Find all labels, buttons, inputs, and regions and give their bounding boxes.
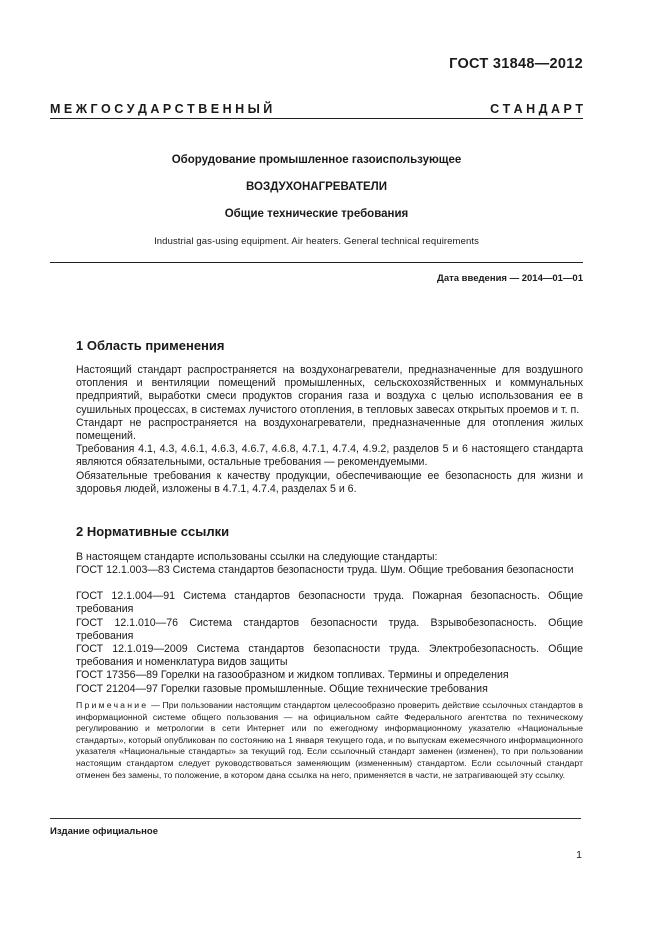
reference-item: ГОСТ 12.1.003—83 Система стандартов безопасности труда. Шум. Общие требования безопасности (76, 564, 574, 576)
footer-divider (50, 818, 581, 819)
note (76, 700, 583, 781)
edition-label: Издание официальное (50, 826, 158, 837)
gost-number: ГОСТ 31848—2012 (449, 56, 583, 72)
title-line-1: Оборудование промышленное газоиспользующее (171, 154, 462, 166)
note-label: Примечание (76, 700, 149, 710)
page-number: 1 (576, 849, 582, 861)
title-line-3: Общие технические требования (224, 208, 409, 220)
section-1-paragraph-1: Настоящий стандарт распространяется на воздухонагреватели, предназначенные для воздушного отопления и вентиляции помещений промышленных, сельскохозяйственных и коммунальных предприятий, выработки смеси продуктов сгорания газа и воздуха с целью использования ее в сушильных процессах, в системах лучистого отопления, в тепловых завесах открытых проемов и т. п. (76, 364, 583, 416)
section-1-paragraph-2: Стандарт не распространяется на воздухонагреватели, предназначенные для отопления жилых помещений. (76, 417, 583, 443)
banner-right: С Т А Н Д А Р Т (490, 102, 583, 116)
reference-item: ГОСТ 12.1.019—2009 Система стандартов безопасности труда. Электробезопасность. Общие требования и номенклатура видов защиты (76, 643, 583, 669)
section-1-paragraph-3: Требования 4.1, 4.3, 4.6.1, 4.6.3, 4.6.7, 4.6.8, 4.7.1, 4.7.4, 4.9.2, разделов 5 и 6 настоящего стандарта являются обязательными, остальные требования — рекомендуемыми. (76, 443, 583, 469)
section-2-intro: В настоящем стандарте использованы ссылки на следующие стандарты: (76, 551, 438, 563)
standard-banner (50, 102, 583, 116)
title-line-2: ВОЗДУХОНАГРЕВАТЕЛИ (246, 181, 387, 193)
note-text: — При пользовании настоящим стандартом целесообразно проверить действие ссылочных стандартов в информационной системе общего пользования — на официальном сайте Федерального агентства по техническому регулированию и метрологии в сети Интернет или по ежегодному информационному указателю «Национальные стандарты», который опубликован по состоянию на 1 января текущего года, и по выпускам ежемесячного информационного указателя «Национальные стандарты» за текущий год. Если ссылочный стандарт заменен (изменен), то при пользовании настоящим стандартом следует руководствоваться заменяющим (измененным) стандартом. Если ссылочный стандарт отменен без замены, то положение, в котором дана ссылка на него, применяется в части, не затрагивающей эту ссылку. (76, 700, 583, 780)
title-divider (50, 262, 583, 263)
title-english: Industrial gas-using equipment. Air heaters. General technical requirements (154, 236, 479, 247)
intro-date: Дата введения — 2014—01—01 (437, 273, 583, 284)
reference-item: ГОСТ 12.1.004—91 Система стандартов безопасности труда. Пожарная безопасность. Общие требования (76, 590, 583, 616)
reference-item: ГОСТ 21204—97 Горелки газовые промышленные. Общие технические требования (76, 683, 488, 695)
top-divider (50, 118, 583, 119)
section-1-heading: 1 Область применения (76, 338, 225, 353)
reference-item: ГОСТ 17356—89 Горелки на газообразном и жидком топливах. Термины и определения (76, 669, 509, 681)
banner-left: М Е Ж Г О С У Д А Р С Т В Е Н Н Ы Й (50, 102, 273, 116)
section-1-paragraph-4: Обязательные требования к качеству продукции, обеспечивающие ее безопасность для жизни и здоровья людей, изложены в 4.7.1, 4.7.4, разделах 5 и 6. (76, 470, 583, 496)
reference-item: ГОСТ 12.1.010—76 Система стандартов безопасности труда. Взрывобезопасность. Общие требования (76, 617, 583, 643)
section-2-heading: 2 Нормативные ссылки (76, 524, 230, 539)
